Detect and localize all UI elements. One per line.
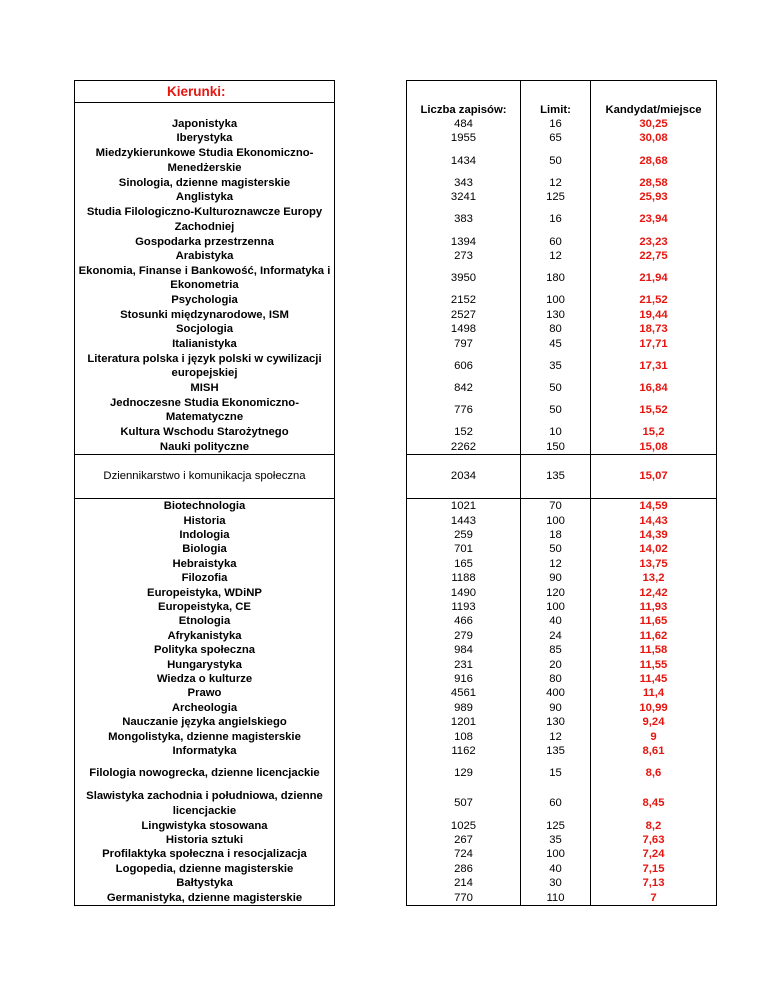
table-row bbox=[75, 571, 717, 585]
spacer-cell bbox=[335, 542, 407, 556]
enrollment-count: 1498 bbox=[407, 322, 521, 336]
candidates-per-place: 16,84 bbox=[591, 381, 717, 395]
spacer-cell bbox=[335, 440, 407, 455]
limit-value: 50 bbox=[521, 381, 591, 395]
ratio-column-header: Kandydat/miejsce bbox=[591, 103, 717, 117]
candidates-per-place: 11,65 bbox=[591, 614, 717, 628]
course-name: Filologia nowogrecka, dzienne licencjackie bbox=[75, 759, 335, 789]
course-name: Slawistyka zachodnia i południowa, dzienne licencjackie bbox=[75, 789, 335, 819]
candidates-per-place: 28,58 bbox=[591, 176, 717, 190]
candidates-per-place: 11,93 bbox=[591, 600, 717, 614]
limit-value: 130 bbox=[521, 715, 591, 729]
table-row bbox=[75, 701, 717, 715]
table-row bbox=[75, 847, 717, 861]
enrollment-count: 3241 bbox=[407, 190, 521, 204]
course-name: Hebraistyka bbox=[75, 557, 335, 571]
candidates-per-place: 13,2 bbox=[591, 571, 717, 585]
limit-value: 12 bbox=[521, 557, 591, 571]
enrollment-count: 1021 bbox=[407, 499, 521, 514]
course-name: Iberystyka bbox=[75, 131, 335, 145]
course-name: Lingwistyka stosowana bbox=[75, 819, 335, 833]
enrollment-count: 108 bbox=[407, 730, 521, 744]
candidates-per-place: 30,25 bbox=[591, 117, 717, 131]
table-row bbox=[75, 351, 717, 381]
limit-value: 50 bbox=[521, 146, 591, 176]
table-row bbox=[75, 146, 717, 176]
header-blank-cell bbox=[591, 81, 717, 103]
limit-value: 50 bbox=[521, 542, 591, 556]
enrollment-count: 129 bbox=[407, 759, 521, 789]
course-name: Kultura Wschodu Starożytnego bbox=[75, 425, 335, 439]
limit-value: 40 bbox=[521, 862, 591, 876]
limit-value: 65 bbox=[521, 131, 591, 145]
enrollment-count: 770 bbox=[407, 891, 521, 906]
enrollment-count: 2262 bbox=[407, 440, 521, 455]
candidates-per-place: 13,75 bbox=[591, 557, 717, 571]
limit-value: 120 bbox=[521, 586, 591, 600]
header-blank-cell bbox=[521, 81, 591, 103]
course-name: Bałtystyka bbox=[75, 876, 335, 890]
column-header-row bbox=[75, 103, 717, 117]
limit-value: 125 bbox=[521, 819, 591, 833]
spacer-cell bbox=[335, 643, 407, 657]
spacer-cell bbox=[335, 833, 407, 847]
limit-value: 35 bbox=[521, 833, 591, 847]
course-name: Biologia bbox=[75, 542, 335, 556]
spacer-cell bbox=[335, 308, 407, 322]
candidates-per-place: 10,99 bbox=[591, 701, 717, 715]
limit-value: 400 bbox=[521, 686, 591, 700]
table-row bbox=[75, 514, 717, 528]
table-row bbox=[75, 205, 717, 235]
spacer-cell bbox=[335, 322, 407, 336]
table-row bbox=[75, 614, 717, 628]
candidates-per-place: 14,39 bbox=[591, 528, 717, 542]
enrollment-count: 1443 bbox=[407, 514, 521, 528]
table-row bbox=[75, 176, 717, 190]
table-row bbox=[75, 658, 717, 672]
course-name: Prawo bbox=[75, 686, 335, 700]
limit-value: 10 bbox=[521, 425, 591, 439]
enrollment-count: 152 bbox=[407, 425, 521, 439]
candidates-per-place: 14,43 bbox=[591, 514, 717, 528]
spacer-cell bbox=[335, 586, 407, 600]
course-name: Nauki polityczne bbox=[75, 440, 335, 455]
table-row bbox=[75, 862, 717, 876]
table-row bbox=[75, 499, 717, 514]
table-row bbox=[75, 759, 717, 789]
limit-value: 100 bbox=[521, 600, 591, 614]
spacer-cell bbox=[335, 862, 407, 876]
candidates-per-place: 15,08 bbox=[591, 440, 717, 455]
enrollment-count: 165 bbox=[407, 557, 521, 571]
limit-value: 85 bbox=[521, 643, 591, 657]
table-row bbox=[75, 528, 717, 542]
limit-value: 24 bbox=[521, 629, 591, 643]
spacer-cell bbox=[335, 263, 407, 293]
table-row bbox=[75, 789, 717, 819]
course-name: Europeistyka, CE bbox=[75, 600, 335, 614]
table-row bbox=[75, 381, 717, 395]
spacer-cell bbox=[335, 629, 407, 643]
limit-value: 60 bbox=[521, 235, 591, 249]
table-row bbox=[75, 190, 717, 204]
enrollment-count: 776 bbox=[407, 395, 521, 425]
spacer-cell bbox=[335, 425, 407, 439]
candidates-per-place: 8,6 bbox=[591, 759, 717, 789]
spacer-cell bbox=[335, 528, 407, 542]
enrollment-count: 286 bbox=[407, 862, 521, 876]
limit-value: 100 bbox=[521, 293, 591, 307]
spacer-cell bbox=[335, 614, 407, 628]
candidates-per-place: 11,58 bbox=[591, 643, 717, 657]
course-name: Etnologia bbox=[75, 614, 335, 628]
candidates-per-place: 23,94 bbox=[591, 205, 717, 235]
spacer-cell bbox=[335, 514, 407, 528]
table-row bbox=[75, 557, 717, 571]
course-name: Profilaktyka społeczna i resocjalizacja bbox=[75, 847, 335, 861]
enrollment-count: 989 bbox=[407, 701, 521, 715]
candidates-per-place: 7,24 bbox=[591, 847, 717, 861]
spacer-cell bbox=[335, 249, 407, 263]
limit-value: 70 bbox=[521, 499, 591, 514]
table-row bbox=[75, 263, 717, 293]
admissions-table bbox=[74, 80, 717, 906]
candidates-per-place: 7,13 bbox=[591, 876, 717, 890]
candidates-per-place: 8,2 bbox=[591, 819, 717, 833]
candidates-per-place: 18,73 bbox=[591, 322, 717, 336]
limit-value: 135 bbox=[521, 455, 591, 499]
course-name: Wiedza o kulturze bbox=[75, 672, 335, 686]
spacer-cell bbox=[335, 600, 407, 614]
course-name: Dziennikarstwo i komunikacja społeczna bbox=[75, 455, 335, 499]
limit-value: 30 bbox=[521, 876, 591, 890]
candidates-per-place: 8,61 bbox=[591, 744, 717, 758]
table-row bbox=[75, 600, 717, 614]
course-name: Informatyka bbox=[75, 744, 335, 758]
enrollment-count: 343 bbox=[407, 176, 521, 190]
spacer-cell bbox=[335, 557, 407, 571]
course-name: Germanistyka, dzienne magisterskie bbox=[75, 891, 335, 906]
spacer-cell bbox=[335, 190, 407, 204]
enrollment-count: 1162 bbox=[407, 744, 521, 758]
enrollment-count: 484 bbox=[407, 117, 521, 131]
enrollment-count: 1188 bbox=[407, 571, 521, 585]
limit-value: 16 bbox=[521, 205, 591, 235]
enrollment-count: 273 bbox=[407, 249, 521, 263]
candidates-per-place: 9,24 bbox=[591, 715, 717, 729]
limit-column-header: Limit: bbox=[521, 103, 591, 117]
table-row bbox=[75, 308, 717, 322]
spacer-cell bbox=[335, 744, 407, 758]
spacer-cell bbox=[335, 499, 407, 514]
course-name: Sinologia, dzienne magisterskie bbox=[75, 176, 335, 190]
table-row bbox=[75, 730, 717, 744]
course-name: Jednoczesne Studia Ekonomiczno-Matematyczne bbox=[75, 395, 335, 425]
table-body bbox=[75, 81, 717, 906]
limit-value: 15 bbox=[521, 759, 591, 789]
table-row bbox=[75, 117, 717, 131]
course-name: MISH bbox=[75, 381, 335, 395]
enrollment-count: 267 bbox=[407, 833, 521, 847]
enrollment-count: 279 bbox=[407, 629, 521, 643]
table-row bbox=[75, 293, 717, 307]
limit-value: 150 bbox=[521, 440, 591, 455]
candidates-per-place: 11,4 bbox=[591, 686, 717, 700]
spacer-cell bbox=[335, 847, 407, 861]
candidates-per-place: 7,15 bbox=[591, 862, 717, 876]
limit-value: 12 bbox=[521, 249, 591, 263]
spacer-cell bbox=[335, 146, 407, 176]
header-blank-cell bbox=[75, 103, 335, 117]
table-row bbox=[75, 249, 717, 263]
enrollment-count: 2034 bbox=[407, 455, 521, 499]
course-name: Historia bbox=[75, 514, 335, 528]
spacer-cell bbox=[335, 715, 407, 729]
candidates-per-place: 21,94 bbox=[591, 263, 717, 293]
limit-value: 40 bbox=[521, 614, 591, 628]
spacer-cell bbox=[335, 672, 407, 686]
limit-value: 18 bbox=[521, 528, 591, 542]
candidates-per-place: 30,08 bbox=[591, 131, 717, 145]
candidates-per-place: 17,71 bbox=[591, 337, 717, 351]
candidates-per-place: 17,31 bbox=[591, 351, 717, 381]
enrollment-count: 466 bbox=[407, 614, 521, 628]
enrollment-count: 259 bbox=[407, 528, 521, 542]
candidates-per-place: 11,45 bbox=[591, 672, 717, 686]
limit-value: 80 bbox=[521, 672, 591, 686]
spacer-cell bbox=[335, 131, 407, 145]
spacer-cell bbox=[335, 235, 407, 249]
spacer-cell bbox=[335, 701, 407, 715]
spacer-cell bbox=[335, 455, 407, 499]
enrollment-count: 3950 bbox=[407, 263, 521, 293]
table-row bbox=[75, 337, 717, 351]
limit-value: 100 bbox=[521, 514, 591, 528]
enrollment-count: 4561 bbox=[407, 686, 521, 700]
course-name: Historia sztuki bbox=[75, 833, 335, 847]
course-name: Logopedia, dzienne magisterskie bbox=[75, 862, 335, 876]
course-name: Nauczanie języka angielskiego bbox=[75, 715, 335, 729]
course-name: Indologia bbox=[75, 528, 335, 542]
enrollment-count: 1394 bbox=[407, 235, 521, 249]
course-name: Anglistyka bbox=[75, 190, 335, 204]
spacer-cell bbox=[335, 759, 407, 789]
header-blank-cell bbox=[407, 81, 521, 103]
limit-value: 80 bbox=[521, 322, 591, 336]
course-name: Biotechnologia bbox=[75, 499, 335, 514]
course-name: Ekonomia, Finanse i Bankowość, Informatyka i Ekonometria bbox=[75, 263, 335, 293]
table-row bbox=[75, 586, 717, 600]
candidates-per-place: 14,59 bbox=[591, 499, 717, 514]
candidates-per-place: 28,68 bbox=[591, 146, 717, 176]
candidates-per-place: 9 bbox=[591, 730, 717, 744]
enrollment-count: 2527 bbox=[407, 308, 521, 322]
limit-value: 135 bbox=[521, 744, 591, 758]
candidates-per-place: 7 bbox=[591, 891, 717, 906]
enrollment-count: 797 bbox=[407, 337, 521, 351]
candidates-per-place: 11,62 bbox=[591, 629, 717, 643]
limit-value: 100 bbox=[521, 847, 591, 861]
course-name: Arabistyka bbox=[75, 249, 335, 263]
table-row bbox=[75, 833, 717, 847]
course-name: Miedzykierunkowe Studia Ekonomiczno-Menedżerskie bbox=[75, 146, 335, 176]
spacer-cell bbox=[335, 686, 407, 700]
enrollment-count: 1955 bbox=[407, 131, 521, 145]
enrollment-count: 507 bbox=[407, 789, 521, 819]
enrollment-count: 1193 bbox=[407, 600, 521, 614]
spacer-cell bbox=[335, 891, 407, 906]
course-name: Afrykanistyka bbox=[75, 629, 335, 643]
limit-value: 130 bbox=[521, 308, 591, 322]
limit-value: 16 bbox=[521, 117, 591, 131]
candidates-per-place: 15,52 bbox=[591, 395, 717, 425]
course-name: Polityka społeczna bbox=[75, 643, 335, 657]
limit-value: 45 bbox=[521, 337, 591, 351]
table-row bbox=[75, 744, 717, 758]
course-name: Hungarystyka bbox=[75, 658, 335, 672]
enrollment-count: 383 bbox=[407, 205, 521, 235]
enrollment-count: 1025 bbox=[407, 819, 521, 833]
table-row bbox=[75, 672, 717, 686]
spacer-cell bbox=[335, 103, 407, 117]
sheet-title: Kierunki: bbox=[75, 81, 335, 103]
table-row bbox=[75, 542, 717, 556]
candidates-per-place: 25,93 bbox=[591, 190, 717, 204]
limit-value: 110 bbox=[521, 891, 591, 906]
enrollment-count: 1201 bbox=[407, 715, 521, 729]
table-row bbox=[75, 819, 717, 833]
course-name: Mongolistyka, dzienne magisterskie bbox=[75, 730, 335, 744]
count-column-header: Liczba zapisów: bbox=[407, 103, 521, 117]
candidates-per-place: 14,02 bbox=[591, 542, 717, 556]
course-name: Studia Filologiczno-Kulturoznawcze Europy Zachodniej bbox=[75, 205, 335, 235]
spacer-cell bbox=[335, 81, 407, 103]
course-name: Gospodarka przestrzenna bbox=[75, 235, 335, 249]
limit-value: 12 bbox=[521, 176, 591, 190]
candidates-per-place: 19,44 bbox=[591, 308, 717, 322]
candidates-per-place: 11,55 bbox=[591, 658, 717, 672]
table-row bbox=[75, 131, 717, 145]
limit-value: 35 bbox=[521, 351, 591, 381]
enrollment-count: 2152 bbox=[407, 293, 521, 307]
enrollment-count: 842 bbox=[407, 381, 521, 395]
table-row bbox=[75, 643, 717, 657]
table-row bbox=[75, 395, 717, 425]
candidates-per-place: 12,42 bbox=[591, 586, 717, 600]
spacer-cell bbox=[335, 876, 407, 890]
course-name: Filozofia bbox=[75, 571, 335, 585]
table-row bbox=[75, 876, 717, 890]
candidates-per-place: 15,07 bbox=[591, 455, 717, 499]
spacer-cell bbox=[335, 571, 407, 585]
enrollment-count: 606 bbox=[407, 351, 521, 381]
enrollment-count: 916 bbox=[407, 672, 521, 686]
table-row bbox=[75, 891, 717, 906]
spacer-cell bbox=[335, 730, 407, 744]
table-row bbox=[75, 686, 717, 700]
spacer-cell bbox=[335, 819, 407, 833]
course-name: Socjologia bbox=[75, 322, 335, 336]
course-name: Europeistyka, WDiNP bbox=[75, 586, 335, 600]
spacer-cell bbox=[335, 117, 407, 131]
spacer-cell bbox=[335, 337, 407, 351]
table-row bbox=[75, 629, 717, 643]
spacer-cell bbox=[335, 789, 407, 819]
limit-value: 20 bbox=[521, 658, 591, 672]
course-name: Japonistyka bbox=[75, 117, 335, 131]
spacer-cell bbox=[335, 205, 407, 235]
course-name: Archeologia bbox=[75, 701, 335, 715]
spacer-cell bbox=[335, 293, 407, 307]
enrollment-count: 701 bbox=[407, 542, 521, 556]
spacer-cell bbox=[335, 395, 407, 425]
spacer-cell bbox=[335, 381, 407, 395]
table-row bbox=[75, 235, 717, 249]
limit-value: 60 bbox=[521, 789, 591, 819]
candidates-per-place: 8,45 bbox=[591, 789, 717, 819]
limit-value: 90 bbox=[521, 701, 591, 715]
limit-value: 125 bbox=[521, 190, 591, 204]
enrollment-count: 984 bbox=[407, 643, 521, 657]
limit-value: 180 bbox=[521, 263, 591, 293]
candidates-per-place: 7,63 bbox=[591, 833, 717, 847]
spacer-cell bbox=[335, 658, 407, 672]
candidates-per-place: 21,52 bbox=[591, 293, 717, 307]
enrollment-count: 231 bbox=[407, 658, 521, 672]
course-name: Italianistyka bbox=[75, 337, 335, 351]
course-name: Stosunki międzynarodowe, ISM bbox=[75, 308, 335, 322]
limit-value: 12 bbox=[521, 730, 591, 744]
limit-value: 90 bbox=[521, 571, 591, 585]
enrollment-count: 724 bbox=[407, 847, 521, 861]
spacer-cell bbox=[335, 351, 407, 381]
spreadsheet bbox=[74, 80, 717, 906]
limit-value: 50 bbox=[521, 395, 591, 425]
table-row bbox=[75, 440, 717, 455]
table-row bbox=[75, 455, 717, 499]
table-row bbox=[75, 322, 717, 336]
enrollment-count: 1490 bbox=[407, 586, 521, 600]
candidates-per-place: 15,2 bbox=[591, 425, 717, 439]
enrollment-count: 1434 bbox=[407, 146, 521, 176]
spacer-cell bbox=[335, 176, 407, 190]
table-row bbox=[75, 425, 717, 439]
enrollment-count: 214 bbox=[407, 876, 521, 890]
candidates-per-place: 23,23 bbox=[591, 235, 717, 249]
course-name: Psychologia bbox=[75, 293, 335, 307]
course-name: Literatura polska i język polski w cywilizacji europejskiej bbox=[75, 351, 335, 381]
candidates-per-place: 22,75 bbox=[591, 249, 717, 263]
table-row bbox=[75, 715, 717, 729]
